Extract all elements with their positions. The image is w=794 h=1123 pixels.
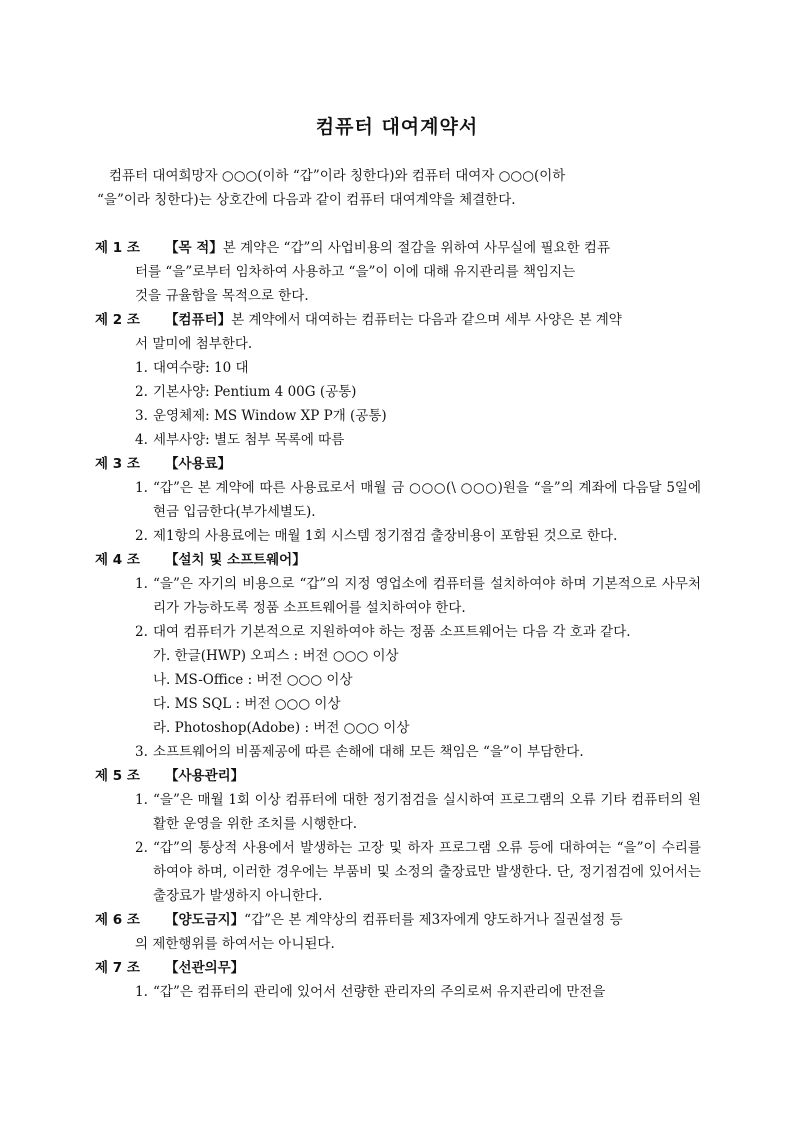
list-item: 3. 운영체제: MS Window XP P개 (공통) <box>135 408 387 424</box>
article-5-number: 제 5 조 <box>95 768 140 784</box>
article-6-title: 【양도금지】 <box>165 912 245 928</box>
article-3-number: 제 3 조 <box>95 456 140 472</box>
article-6-line-1: “갑”은 본 계약상의 컴퓨터를 제3자에게 양도하거나 질권설정 등 <box>244 912 623 928</box>
list-item: 1. “을”은 자기의 비용으로 “갑”의 지정 영업소에 컴퓨터를 설치하여야 하며 기본적으로 사무처리가 가능하도록 정품 소프트웨어를 설치하여야 한다. <box>135 576 701 616</box>
article-6-line-2: 의 제한행위를 하여서는 아니된다. <box>135 936 335 952</box>
list-item: 1. “갑”은 컴퓨터의 관리에 있어서 선량한 관리자의 주의로써 유지관리에 만전을 <box>135 984 606 1000</box>
article-1 <box>95 236 701 308</box>
article-1-line-2: 터를 “을”로부터 임차하여 사용하고 “을”이 이에 대해 유지관리를 책임지는 <box>135 264 576 280</box>
sub-item: 라. Photoshop(Adobe) : 버전 ○○○ 이상 <box>153 720 410 736</box>
list-item: 3. 소프트웨어의 비품제공에 따른 손해에 대해 모든 책임은 “을”이 부담한다. <box>135 744 584 760</box>
article-4 <box>95 548 701 764</box>
list-item: 1. “을”은 매월 1회 이상 컴퓨터에 대한 정기점검을 실시하여 프로그램의 오류 기타 컴퓨터의 원활한 운영을 위한 조치를 시행한다. <box>135 792 701 832</box>
article-5 <box>95 764 701 908</box>
article-7-number: 제 7 조 <box>95 960 140 976</box>
article-1-number: 제 1 조 <box>95 240 140 256</box>
article-2-title: 【컴퓨터】 <box>165 312 232 328</box>
article-1-line-3: 것을 규율함을 목적으로 한다. <box>135 288 309 304</box>
list-item: 2. 기본사양: Pentium 4 00G (공통) <box>135 384 357 400</box>
articles-section <box>95 236 701 1004</box>
list-item: 2. 대여 컴퓨터가 기본적으로 지원하여야 하는 정품 소프트웨어는 다음 각 호과 같다. <box>135 624 631 640</box>
article-1-title: 【목 적】 <box>165 240 223 256</box>
sub-item: 가. 한글(HWP) 오피스 : 버전 ○○○ 이상 <box>153 648 399 664</box>
article-5-title: 【사용관리】 <box>165 768 245 784</box>
list-item: 2. “갑”의 통상적 사용에서 발생하는 고장 및 하자 프로그램 오류 등에 대하여는 “을”이 수리를 하여야 하며, 이러한 경우에는 부품비 및 소정의 출장료만 발생한다. 단, 정기점검에 있어서는 출장료가 발생하지 아니한다. <box>135 840 701 904</box>
article-6-number: 제 6 조 <box>95 912 140 928</box>
article-7 <box>95 956 701 1004</box>
article-2-line-2: 서 말미에 첨부한다. <box>135 336 253 352</box>
list-item: 4. 세부사양: 별도 첨부 목록에 따름 <box>135 432 345 448</box>
intro-paragraph <box>97 164 701 212</box>
article-4-number: 제 4 조 <box>95 552 140 568</box>
intro-line-1: 컴퓨터 대여희망자 ○○○(이하 “갑”이라 칭한다)와 컴퓨터 대여자 ○○○(이하 <box>109 168 566 184</box>
article-3-title: 【사용료】 <box>165 456 232 472</box>
list-item: 1. 대여수량: 10 대 <box>135 360 249 376</box>
article-4-title: 【설치 및 소프트웨어】 <box>165 552 306 568</box>
list-item: 2. 제1항의 사용료에는 매월 1회 시스템 정기점검 출장비용이 포함된 것으로 한다. <box>135 528 618 544</box>
sub-item: 나. MS-Office : 버전 ○○○ 이상 <box>153 672 353 688</box>
article-6 <box>95 908 701 956</box>
article-2 <box>95 308 701 452</box>
article-2-number: 제 2 조 <box>95 312 140 328</box>
intro-line-2: “을”이라 칭한다)는 상호간에 다음과 같이 컴퓨터 대여계약을 체결한다. <box>97 192 516 208</box>
sub-item: 다. MS SQL : 버전 ○○○ 이상 <box>153 696 341 712</box>
list-item: 1. “갑”은 본 계약에 따른 사용료로서 매월 금 ○○○(\ ○○○)원을 “을”의 계좌에 다음달 5일에 현금 입금한다(부가세별도). <box>135 480 701 520</box>
article-1-line-1: 본 계약은 “갑”의 사업비용의 절감을 위하여 사무실에 필요한 컴퓨 <box>222 240 610 256</box>
article-7-title: 【선관의무】 <box>165 960 245 976</box>
article-2-line-1: 본 계약에서 대여하는 컴퓨터는 다음과 같으며 세부 사양은 본 계약 <box>231 312 622 328</box>
article-3 <box>95 452 701 548</box>
document-title: 컴퓨터 대여계약서 <box>315 116 479 138</box>
